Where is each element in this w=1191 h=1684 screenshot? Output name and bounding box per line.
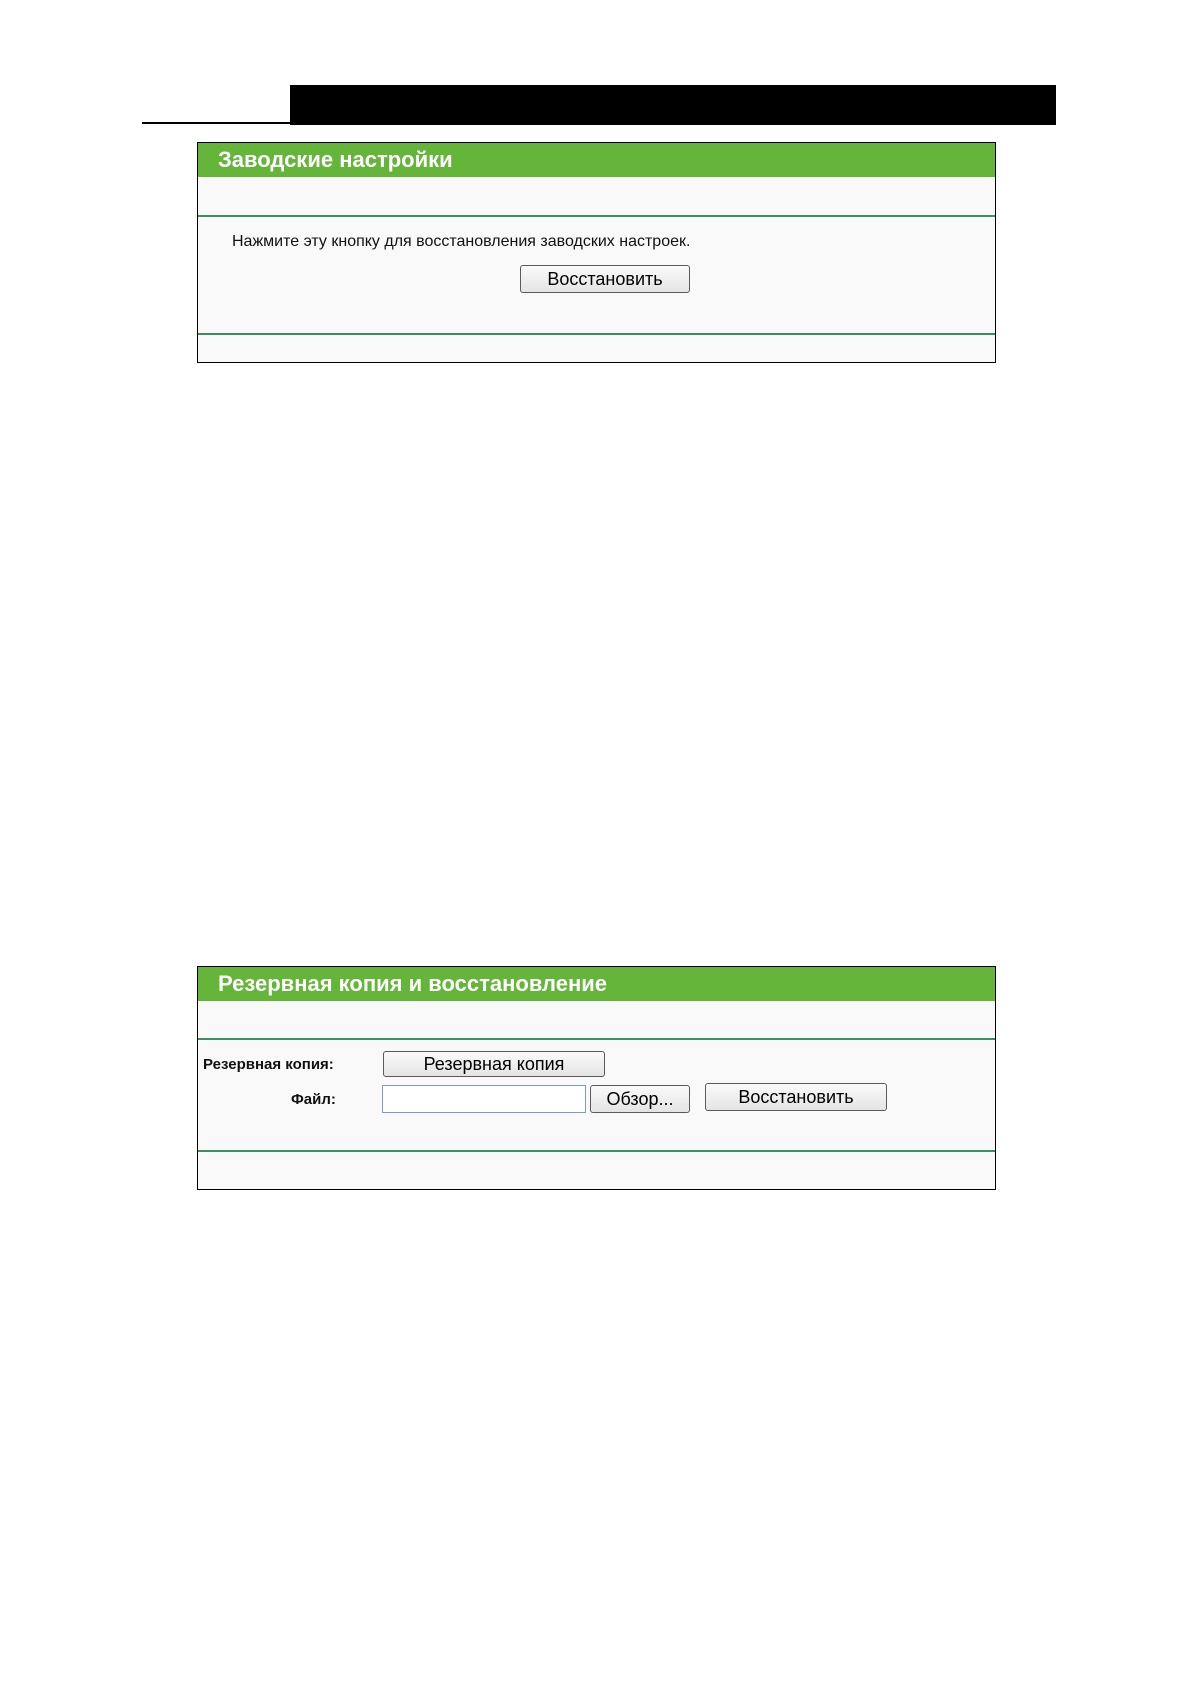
backup-restore-panel (197, 966, 996, 1190)
backup-restore-title: Резервная копия и восстановление (198, 967, 995, 1001)
backup-button[interactable]: Резервная копия (383, 1051, 605, 1077)
factory-restore-button[interactable]: Восстановить (520, 265, 690, 293)
page-header-bar (290, 85, 1056, 125)
divider-top (198, 215, 995, 217)
divider-bottom (198, 1150, 995, 1152)
factory-defaults-title: Заводские настройки (198, 143, 995, 177)
divider-bottom (198, 333, 995, 335)
divider-top (198, 1038, 995, 1040)
file-path-input[interactable] (382, 1085, 586, 1113)
factory-defaults-description: Нажмите эту кнопку для восстановления заводских настроек. (232, 233, 691, 250)
factory-defaults-panel (197, 142, 996, 363)
backup-restore-button[interactable]: Восстановить (705, 1083, 887, 1111)
file-label: Файл: (291, 1091, 336, 1108)
browse-button[interactable]: Обзор... (590, 1085, 690, 1113)
backup-label: Резервная копия: (203, 1056, 334, 1073)
